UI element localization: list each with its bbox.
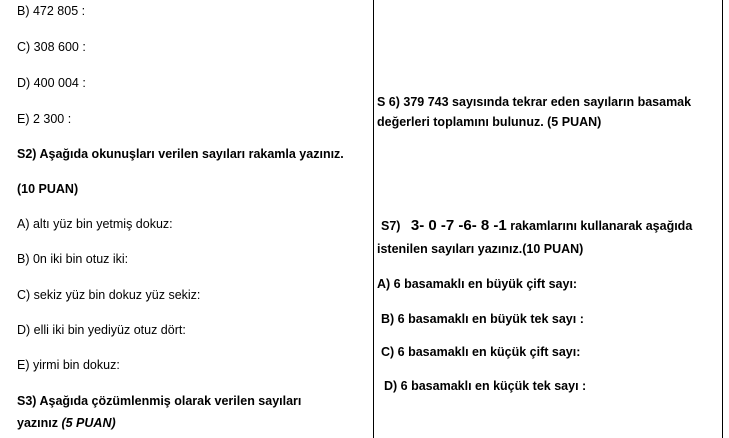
- s7-line1: [381, 218, 692, 234]
- s3-title: S3) Aşağıda çözümlenmiş olarak verilen sayıları: [17, 394, 302, 408]
- s7-item-c: C) 6 basamaklı en küçük çift sayı:: [381, 345, 581, 359]
- s3-points: (5 PUAN): [61, 416, 116, 430]
- s6-line2: değerleri toplamını bulunuz. (5 PUAN): [377, 115, 602, 129]
- s7-item-d: D) 6 basamaklı en küçük tek sayı :: [384, 379, 587, 393]
- option-d: D) 400 004 :: [17, 76, 86, 90]
- column-divider: [373, 0, 374, 438]
- option-e: E) 2 300 :: [17, 112, 72, 126]
- s7-item-b: B) 6 basamaklı en büyük tek sayı :: [381, 312, 584, 326]
- s2-title: S2) Aşağıda okunuşları verilen sayıları rakamla yazınız.: [17, 147, 344, 161]
- s2-item-d: D) elli iki bin yediyüz otuz dört:: [17, 323, 186, 337]
- s7-label: S7): [381, 219, 401, 233]
- option-c: C) 308 600 :: [17, 40, 86, 54]
- option-b: B) 472 805 :: [17, 4, 86, 18]
- s7-item-a: A) 6 basamaklı en büyük çift sayı:: [377, 277, 578, 291]
- s7-rest: rakamlarını kullanarak aşağıda: [506, 219, 693, 233]
- right-border: [722, 0, 723, 438]
- s7-digits: 3- 0 -7 -6- 8 -1: [410, 217, 507, 234]
- s6-line1: S 6) 379 743 sayısında tekrar eden sayıların basamak: [377, 95, 692, 109]
- s2-item-a: A) altı yüz bin yetmiş dokuz:: [17, 217, 173, 231]
- s2-item-b: B) 0n iki bin otuz iki:: [17, 252, 129, 266]
- s3-title-prefix: yazınız: [17, 416, 62, 430]
- s3-title-line2: [17, 415, 116, 431]
- s2-item-e: E) yirmi bin dokuz:: [17, 358, 120, 372]
- s7-line2: istenilen sayıları yazınız.(10 PUAN): [377, 242, 584, 256]
- s2-points: (10 PUAN): [17, 182, 79, 196]
- s2-item-c: C) sekiz yüz bin dokuz yüz sekiz:: [17, 288, 201, 302]
